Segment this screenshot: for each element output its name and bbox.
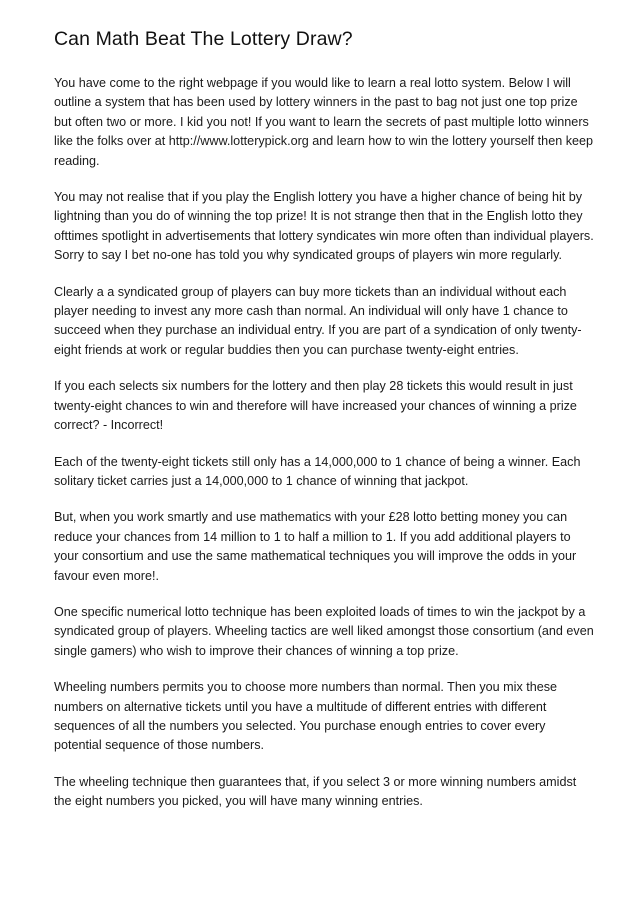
- page-title: Can Math Beat The Lottery Draw?: [54, 28, 353, 50]
- paragraph-technique: One specific numerical lotto technique has been exploited loads of times to win the jackpot by a syndicated group of players. Wheeling tactics are well liked amongst those consortium (and even single gamers) who wish to improve their chances of winning a top prize.: [54, 604, 594, 658]
- paragraph-lightning: You may not realise that if you play the English lottery you have a higher chance of being hit by lightning than you do of winning the top prize! It is not strange then that in the English lotto they ofttimes spotlight in advertisements that lottery syndicates win more often than individual players. Sorry to say I bet no-one has told you why syndicated groups of players win more regularly.: [54, 190, 594, 263]
- paragraph-syndicate: Clearly a a syndicated group of players can buy more tickets than an individual without each player needing to invest any more cash than normal. An individual will only have 1 chance to succeed when they purchase an individual entry. If you are part of a syndication of only twenty-eight friends at work or regular buddies then you can purchase twenty-eight entries.: [54, 284, 582, 357]
- paragraph-intro: You have come to the right webpage if you would like to learn a real lotto system. Below I will outline a system that has been used by lottery winners in the past to bag not just one top prize but often two or more. I kid you not! If you want to learn the secrets of past multiple lotto winners like the folks over at http://www.lotterypick.org and learn how to win the lottery yourself then keep reading.: [54, 76, 594, 168]
- document-content: [54, 26, 594, 829]
- paragraph-guarantee: The wheeling technique then guarantees that, if you select 3 or more winning numbers amidst the eight numbers you picked, you will have many winning entries.: [54, 774, 577, 809]
- paragraph-wheeling: Wheeling numbers permits you to choose more numbers than normal. Then you mix these numbers on alternative tickets until you have a multitude of different entries with different sequences of all the numbers you selected. You purchase enough entries to cover every potential sequence of those numbers.: [54, 680, 558, 753]
- paragraph-mathematics: But, when you work smartly and use mathematics with your £28 lotto betting money you can reduce your chances from 14 million to 1 to half a million to 1. If you add additional players to your consortium and use the same mathematical techniques you will improve the odds in your favour even more!.: [54, 510, 577, 583]
- paragraph-odds: Each of the twenty-eight tickets still only has a 14,000,000 to 1 chance of being a winner. Each solitary ticket carries just a 14,000,000 to 1 chance of winning that jackpot.: [54, 454, 581, 488]
- paragraph-six-numbers: If you each selects six numbers for the lottery and then play 28 tickets this would result in just twenty-eight chances to win and therefore will have increased your chances of winning a prize correct? - Incorrect!: [54, 379, 577, 433]
